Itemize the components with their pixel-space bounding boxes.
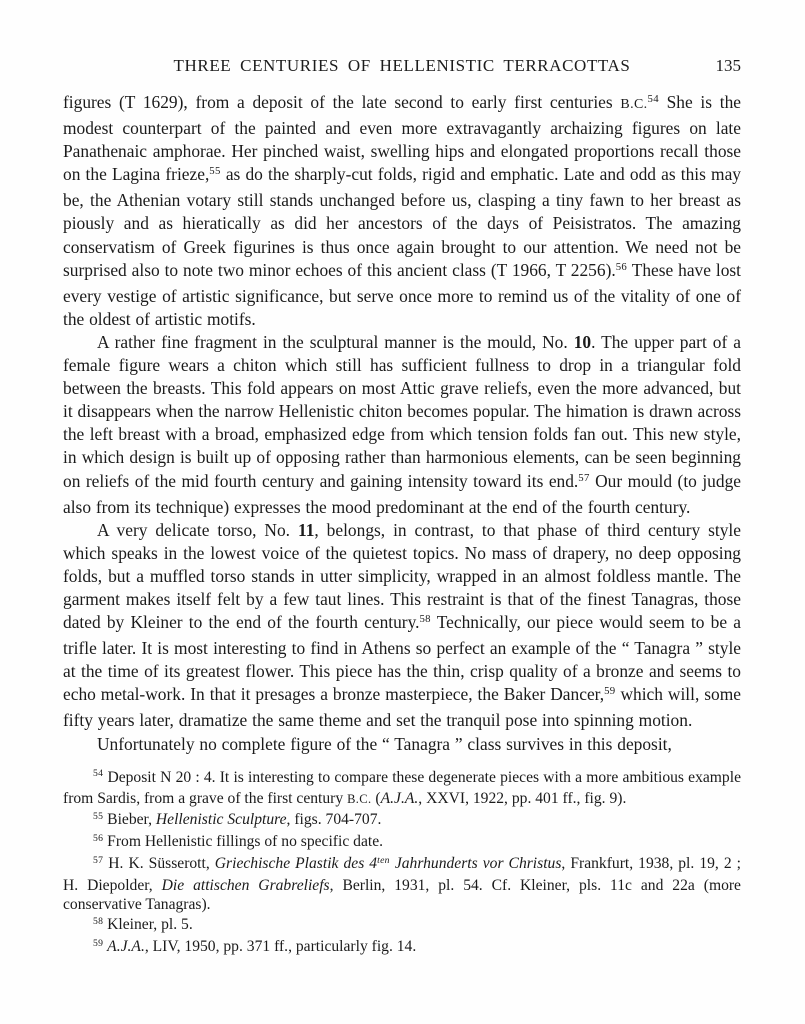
text-segment: B.C. (347, 792, 372, 807)
text-segment: Kleiner, pl. 5. (103, 916, 193, 934)
text-segment: as do the sharply-cut folds, rigid and emphatic. Late and odd as this may be, the Athenian votary still stands unchanged before us, clasping a tiny fawn to her breast as piously and as hieratically as did her ancestors of the days of Peisistratos. The amazing conservatism of Greek figurines is thus once again brought to our attention. We need not be surprised also to note two minor echoes of this ancient class (T 1966, T 2256). (63, 164, 741, 280)
text-segment: ten (377, 854, 390, 866)
text-segment: . The upper part of a female figure wears a chiton which still has sufficient fullness to drop in a triangular fold between the breasts. This fold appears on most Attic grave reliefs, even the more advanced, but it disappears when the narrow Hellenistic chiton becomes popular. The himation is drawn across the left breast with a broad, emphasized edge from which tension folds fan out. This new style, in which design is built up of opposing rather than harmonious elements, can be seen beginning on reliefs of the mid fourth century and gaining intensity toward its end. (63, 331, 741, 491)
footnote-marker: 56 (93, 832, 104, 844)
text-segment: Hellenistic Sculpture (155, 811, 287, 829)
text-segment: From Hellenistic fillings of no specific date. (103, 833, 384, 851)
text-segment: A.J.A. (107, 938, 145, 955)
text-segment: Bieber, (103, 811, 156, 829)
text-segment: 11 (297, 519, 315, 540)
footnote-marker: 59 (93, 937, 104, 949)
text-segment: A rather fine fragment in the sculptural manner is the mould, No. (97, 331, 574, 352)
footnote (63, 854, 741, 915)
footnote-marker: 57 (578, 471, 590, 484)
text-segment: Die attischen Grabreliefs (161, 876, 330, 894)
text-segment: H. K. Süsserott, (103, 854, 215, 872)
text-segment: , XXVI, 1922, pp. 401 ff., fig. 9). (418, 790, 627, 808)
footnotes (63, 768, 741, 959)
text-segment: Griechische Plastik des 4 (214, 854, 378, 872)
text-segment: A.J.A. (380, 790, 419, 808)
body-paragraph (63, 519, 741, 733)
footnote-marker: 57 (93, 854, 104, 866)
text-segment: ( (371, 790, 381, 808)
footnote (63, 915, 741, 937)
page-header (63, 56, 741, 76)
footnote-marker: 55 (209, 165, 221, 178)
text-segment: Deposit N 20 : 4. It is interesting to compare these degenerate pieces with a more ambitious example from Sardis, from a grave of the first century (63, 768, 741, 808)
text-segment: She is the modest counterpart of the painted and even more extravagantly archaizing figures on late Panathenaic amphorae. Her pinched waist, swelling hips and elongated proportions recall those on the Lagina frieze, (63, 92, 741, 185)
text-segment: Unfortunately no complete figure of the “ Tanagra ” class survives in this deposit, (97, 733, 672, 754)
text-segment: Jahrhunderts vor Christus (389, 854, 562, 872)
footnote-marker: 54 (647, 93, 659, 106)
text-segment: , belongs, in contrast, to that phase of third century style which speaks in the lowest voice of the quietest topics. No mass of drapery, no deep opposing folds, but a muffled torso stands in utter simplicity, wrapped in an almost foldless mantle. The garment makes itself felt by a few taut lines. This restraint is that of the finest Tanagras, those dated by Kleiner to the end of the fourth century. (63, 519, 741, 633)
body-text (63, 91, 741, 756)
text-segment: , figs. 704-707. (286, 811, 382, 829)
text-segment: , Berlin, 1931, pl. 54. Cf. Kleiner, pls. 11c and 22a (more conservative Tanagras). (63, 876, 741, 914)
body-paragraph (63, 733, 741, 756)
text-segment: 10 (573, 331, 592, 352)
text-segment: Technically, our piece would seem to be a trifle later. It is most interesting to find in Athens so perfect an example of the “ Tanagra ” style at the time of its greatest flower. This piece has the thin, crisp quality of a bronze and seems to echo metal-work. In that it presages a bronze masterpiece, the Baker Dancer, (63, 612, 741, 705)
footnote-marker: 59 (604, 685, 616, 698)
text-segment: figures (T 1629), from a deposit of the late second to early first centuries (63, 92, 621, 112)
text-segment: , LIV, 1950, pp. 371 ff., particularly fig. 14. (144, 938, 417, 955)
footnote-marker: 54 (93, 768, 104, 780)
text-segment: B.C. (620, 97, 648, 112)
text-segment: , Frankfurt, 1938, pl. 19, 2 ; H. Diepolder, (63, 854, 741, 894)
footnote (63, 810, 741, 832)
text-segment: A very delicate torso, No. (97, 519, 298, 540)
footnote-marker: 55 (93, 810, 104, 822)
page-number: 135 (715, 56, 741, 75)
footnote (63, 937, 741, 959)
body-paragraph (63, 91, 741, 331)
text-segment: Our mould (to judge also from its technique) expresses the mood predominant at the end of the fourth century. (63, 470, 741, 517)
running-title: THREE CENTURIES OF HELLENISTIC TERRACOTTAS (173, 56, 631, 75)
text-segment: which will, some fifty years later, dramatize the same theme and set the tranquil pose into spinning motion. (63, 684, 741, 731)
body-paragraph (63, 331, 741, 519)
footnote-marker: 58 (93, 915, 104, 927)
footnote (63, 832, 741, 854)
footnote-marker: 58 (419, 613, 431, 626)
footnote-marker: 56 (615, 260, 628, 273)
footnote (63, 768, 741, 811)
text-segment: These have lost every vestige of artistic significance, but serve once more to remind us of the vitality of one of the oldest of artistic motifs. (63, 259, 741, 329)
